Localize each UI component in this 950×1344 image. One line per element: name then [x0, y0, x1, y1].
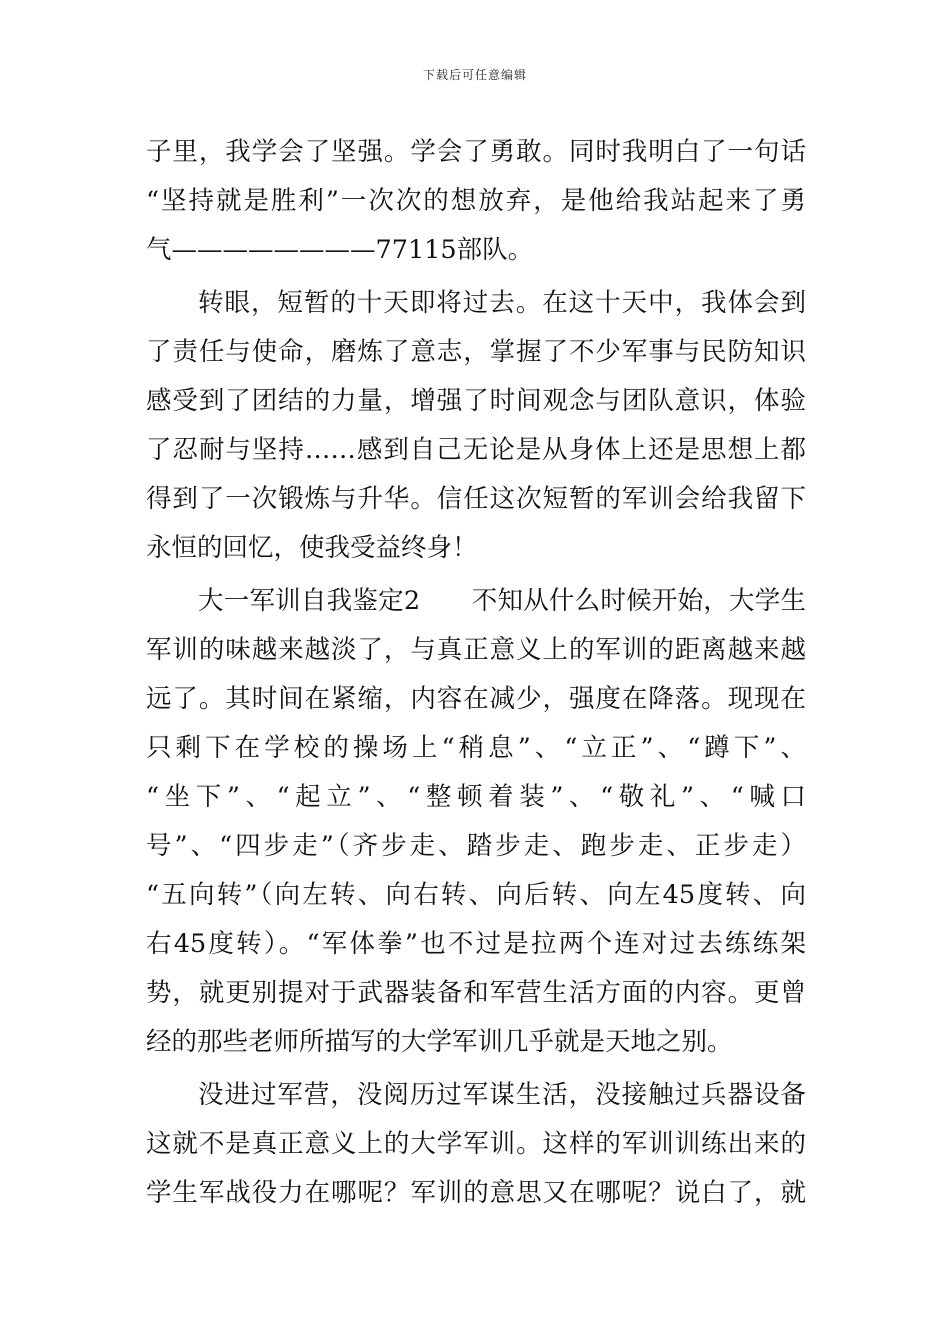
text-line: 势，就更别提对于武器装备和军营生活方面的内容。更曾: [146, 978, 806, 1008]
text-line: 这就不是真正意义上的大学军训。这样的军训训练出来的: [146, 1129, 806, 1159]
text-line: 右45度转）。“军体拳”也不过是拉两个连对过去练练架: [146, 929, 806, 959]
text-line: 得到了一次锻炼与升华。信任这次短暂的军训会给我留下: [146, 484, 806, 514]
text-line: 只剩下在学校的操场上“稍息”、“立正”、“蹲下”、: [146, 733, 806, 763]
text-line: 感受到了团结的力量，增强了时间观念与团队意识，体验: [146, 386, 806, 416]
text-line: “五向转”（向左转、向右转、向后转、向左45度转、向: [146, 880, 806, 910]
text-line: 大一军训自我鉴定2 不知从什么时候开始，大学生: [198, 586, 806, 616]
paragraph: [146, 1071, 806, 1218]
text-line: “坚持就是胜利”一次次的想放弃，是他给我站起来了勇: [146, 186, 806, 216]
text-line: 没进过军营，没阅历过军谋生活，没接触过兵器设备: [198, 1080, 806, 1110]
text-line: 经的那些老师所描写的大学军训几乎就是天地之别。: [146, 1027, 733, 1057]
text-line: “坐下”、“起立”、“整顿着装”、“敬礼”、“喊口: [146, 782, 806, 812]
text-line: 永恒的回忆，使我受益终身！: [146, 533, 478, 563]
page-header-note: 下载后可任意编辑: [422, 68, 527, 82]
document-body: [146, 128, 806, 1218]
text-line: 转眼，短暂的十天即将过去。在这十天中，我体会到: [198, 288, 806, 318]
text-line: 军训的味越来越淡了，与真正意义上的军训的距离越来越: [146, 635, 806, 665]
paragraph: [146, 128, 806, 275]
text-line: 了忍耐与坚持……感到自己无论是从身体上还是思想上都: [146, 435, 806, 465]
text-line: 气————————77115部队。: [146, 235, 534, 265]
text-line: 子里，我学会了坚强。学会了勇敢。同时我明白了一句话: [146, 137, 806, 167]
text-line: 远了。其时间在紧缩，内容在减少，强度在降落。现现在: [146, 684, 806, 714]
paragraph: [146, 577, 806, 1067]
text-line: 号”、“四步走”（齐步走、踏步走、跑步走、正步走）: [146, 831, 806, 861]
text-line: 了责任与使命，磨炼了意志，掌握了不少军事与民防知识: [146, 337, 806, 367]
text-line: 学生军战役力在哪呢？军训的意思又在哪呢？说白了，就: [146, 1178, 806, 1208]
paragraph: [146, 279, 806, 573]
